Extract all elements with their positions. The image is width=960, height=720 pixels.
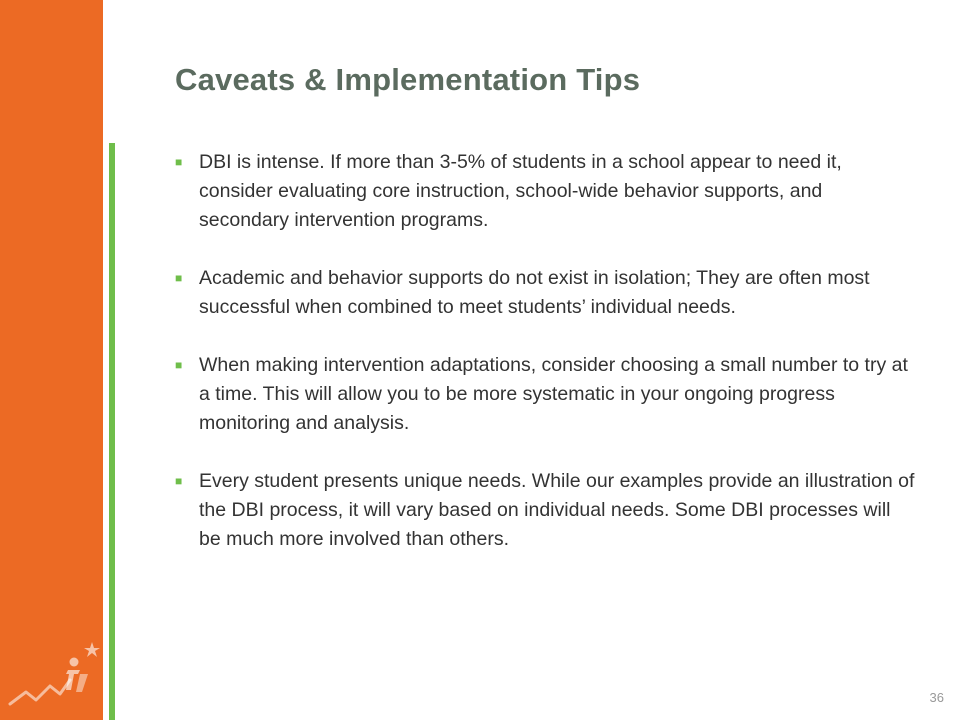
bullet-text: Academic and behavior supports do not exist in isolation; They are often most successful when combined to meet students’ individual needs.	[199, 267, 870, 318]
bullet-list	[175, 148, 915, 554]
slide-title: Caveats & Implementation Tips	[175, 62, 641, 97]
square-bullet-icon: ■	[175, 474, 183, 488]
bullet-item	[175, 467, 915, 554]
bullet-item	[175, 264, 915, 322]
bullet-text: DBI is intense. If more than 3-5% of students in a school appear to need it, consider evaluating core instruction, school-wide behavior supports, and secondary intervention programs.	[199, 151, 842, 231]
bullet-item	[175, 148, 915, 235]
bullet-item	[175, 351, 915, 438]
bullet-text: Every student presents unique needs. While our examples provide an illustration of the DBI process, it will vary based on individual needs. Some DBI processes will be much more involved than others.	[199, 470, 915, 550]
left-accent-bar	[0, 0, 103, 720]
square-bullet-icon: ■	[175, 358, 183, 372]
bullet-text: When making intervention adaptations, consider choosing a small number to try at a time. This will allow you to be more systematic in your ongoing progress monitoring and analysis.	[199, 354, 908, 434]
square-bullet-icon: ■	[175, 271, 183, 285]
page-number: 36	[929, 690, 944, 705]
green-divider-bar	[109, 143, 115, 720]
ncii-logo-icon	[8, 640, 100, 710]
square-bullet-icon: ■	[175, 155, 183, 169]
